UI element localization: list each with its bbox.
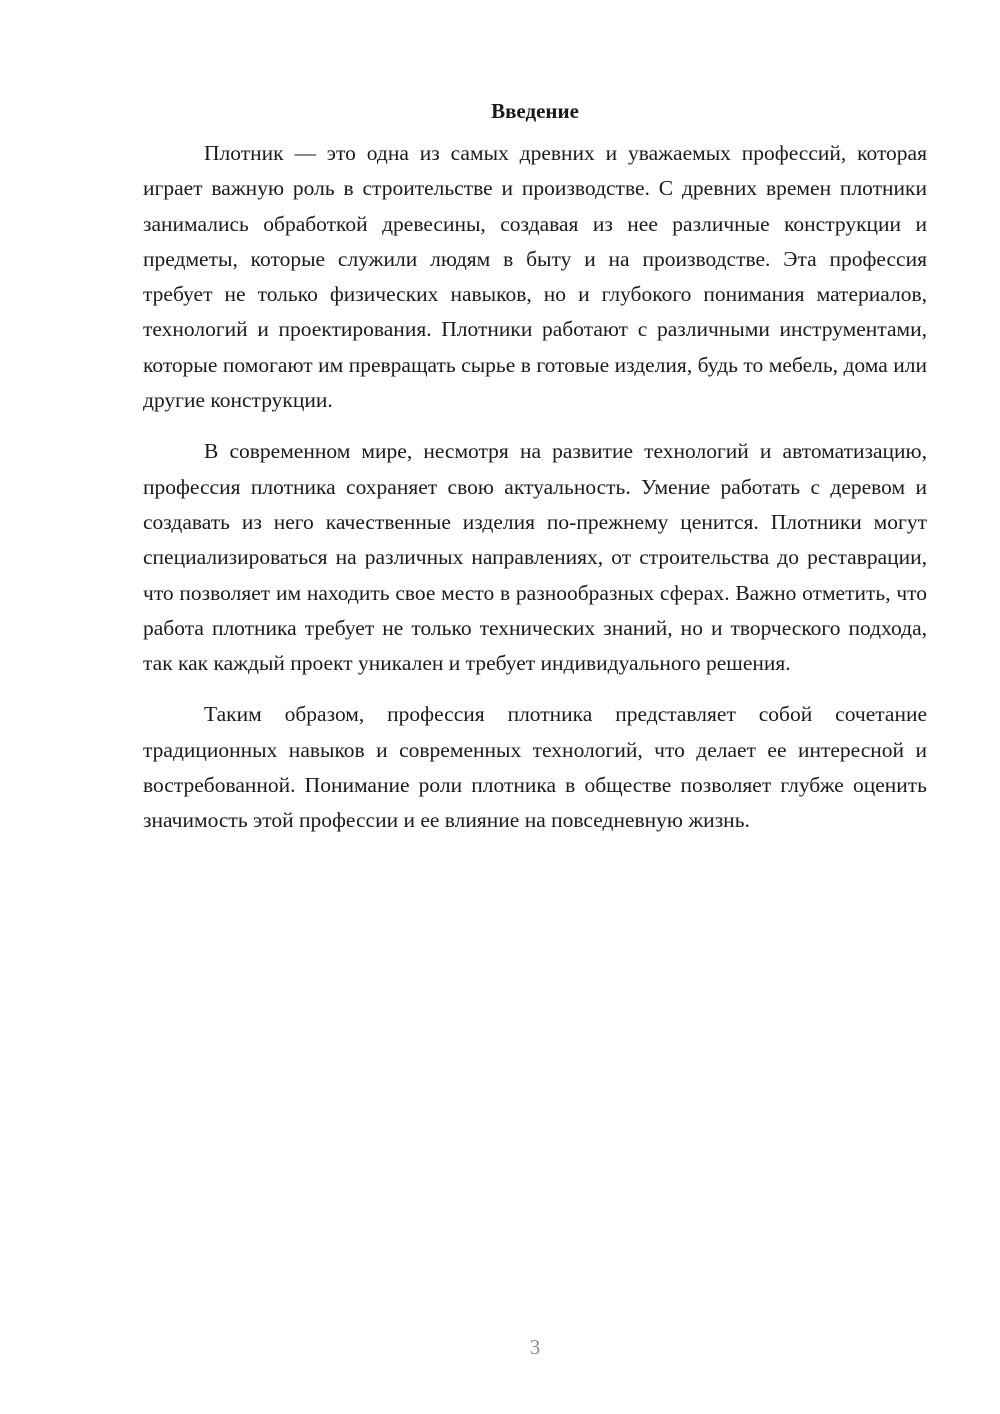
section-title: Введение [491, 99, 579, 123]
page-content [143, 96, 927, 839]
page-number: 3 [529, 1335, 541, 1359]
paragraph-3: Таким образом, профессия плотника представляет собой сочетание традиционных навыков и современных технологий, что делает ее интересной и востребованной. Понимание роли плотника в обществе позволяет глубже оценить значимость этой профессии и ее влияние на повседневную жизнь. [143, 702, 927, 833]
paragraph-1: Плотник — это одна из самых древних и уважаемых профессий, которая играет важную роль в строительстве и производстве. С древних времен плотники занимались обработкой древесины, создавая из нее различные конструкции и предметы, которые служили людям в быту и на производстве. Эта профессия требует не только физических навыков, но и глубокого понимания материалов, технологий и проектирования. Плотники работают с различными инструментами, которые помогают им превращать сырье в готовые изделия, будь то мебель, дома или другие конструкции. [143, 141, 927, 413]
paragraph-2: В современном мире, несмотря на развитие технологий и автоматизацию, профессия плотника сохраняет свою актуальность. Умение работать с деревом и создавать из него качественные изделия по-прежнему ценится. Плотники могут специализироваться на различных направлениях, от строительства до реставрации, что позволяет им находить свое место в разнообразных сферах. Важно отметить, что работа плотника требует не только технических знаний, но и творческого подхода, так как каждый проект уникален и требует индивидуального решения. [143, 439, 927, 676]
